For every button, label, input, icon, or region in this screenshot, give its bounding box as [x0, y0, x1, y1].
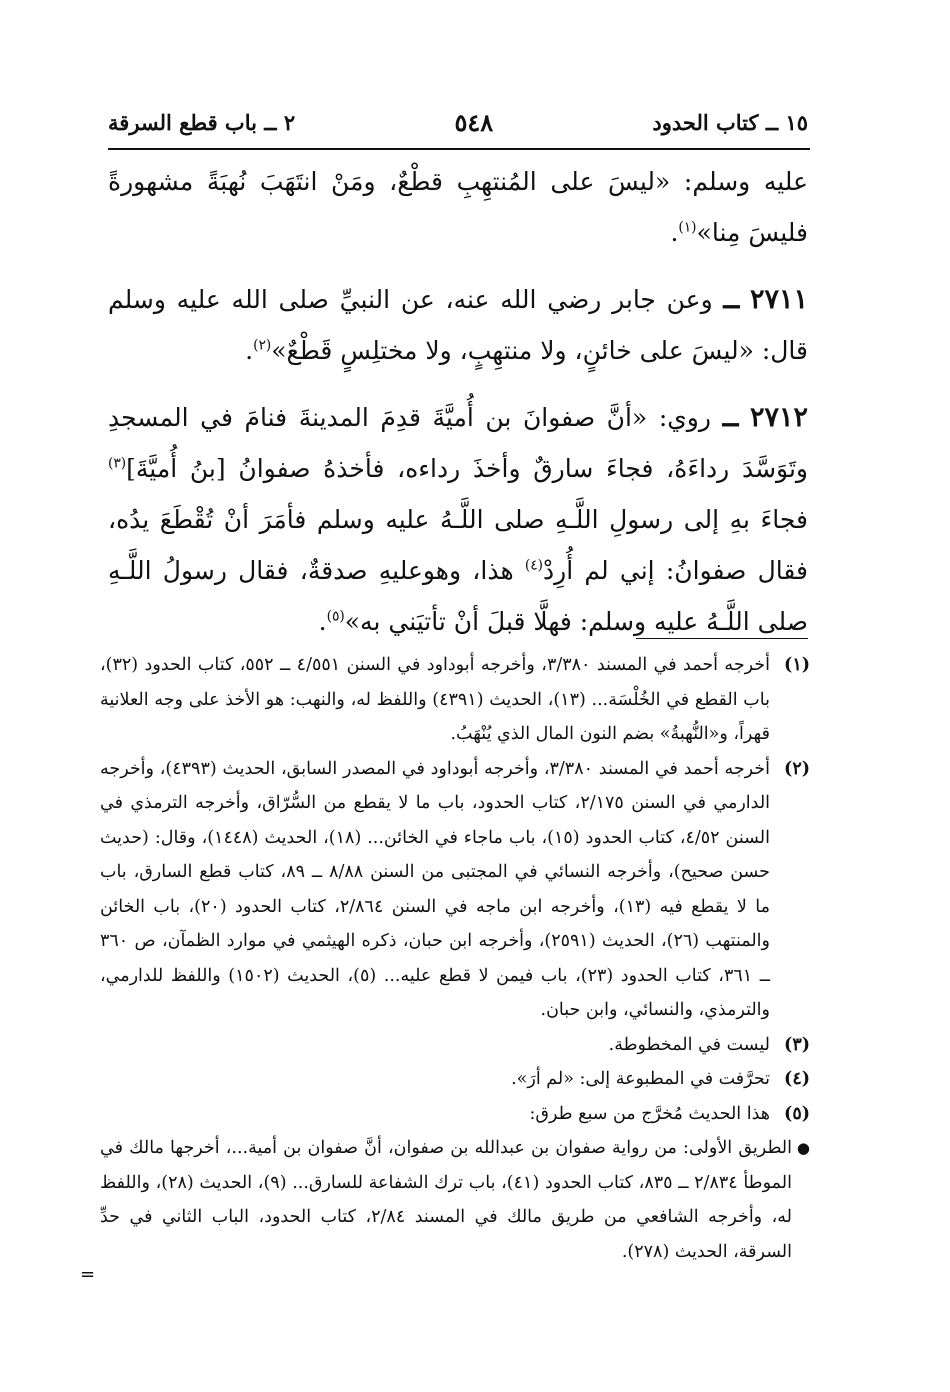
footnote-rule — [636, 638, 808, 639]
footnote-ref: (٥) — [326, 608, 345, 625]
footnote-ref: (٣) — [108, 455, 127, 472]
header-rule — [108, 148, 810, 150]
paragraph-end: . — [318, 607, 327, 636]
main-text — [108, 156, 808, 663]
footnote-text: أخرجه أحمد في المسند ٣/٣٨٠، وأخرجه أبوداود في السنن ٤/٥٥١ ــ ٥٥٢، كتاب الحدود (٣٢)، باب القطع في الخُلْسَة... (١٣)، الحديث (٤٣٩١) واللفظ له، والنهب: هو الأخذ على وجه العلانية قهراً، و«النُّهبةُ» بضم النون المال الذي يُنْهَبُ. — [100, 655, 770, 744]
footnote-ref: (٢) — [253, 337, 272, 354]
paragraph-continuation — [108, 156, 808, 258]
hadith-number: ٢٧١١ — [749, 284, 808, 315]
footnote-text: تحرَّفت في المطبوعة إلى: «لم أرَ». — [511, 1069, 770, 1089]
hadith-text-a: روي: «أنَّ صفوانَ بن أُميَّةَ قدِمَ المدينةَ فنامَ في المسجدِ وتَوَسَّدَ رداءَهُ، فجاءَ سارقٌ وأخذَ رداءه، فأخذهُ صفوانُ [بنُ أُميَّةَ] — [108, 403, 808, 483]
page-number: ٥٤٨ — [454, 107, 494, 137]
paragraph-text: عليه وسلم: «ليسَ على المُنتهِبِ قطْعٌ، ومَنْ انتَهَبَ نُهبَةً مشهورةً فليسَ مِنا» — [108, 167, 808, 247]
footnote-text: ليست في المخطوطة. — [608, 1034, 770, 1055]
footnote-number: (٥) — [784, 1103, 810, 1124]
footnote-ref: (٤) — [524, 557, 543, 574]
section-title: ٢ ــ باب قطع السرقة — [108, 109, 296, 135]
chapter-title: ١٥ ــ كتاب الحدود — [652, 109, 808, 135]
hadith-text-c: هذا، وهوعليهِ صدقةٌ، فقال رسولُ اللَّـهِ صلى اللَّـهُ عليه وسلم: فهلَّا قبلَ أنْ تأتيَني به» — [108, 556, 808, 636]
paragraph-end: . — [245, 336, 254, 365]
footnote-number: (٣) — [784, 1034, 810, 1055]
footnote-4 — [100, 1062, 810, 1097]
running-header — [108, 100, 808, 144]
footnote-number: (١) — [784, 655, 810, 675]
hadith-text-b: فجاءَ بهِ إلى رسولِ اللَّـهِ صلى اللَّـهُ عليه وسلم فأمَرَ أنْ تُقْطَعَ يدُه، فقال صفوانُ: إني لم أُرِدْ — [108, 505, 808, 585]
footnote-text: أخرجه أحمد في المسند ٣/٣٨٠، وأخرجه أبوداود في المصدر السابق، الحديث (٤٣٩٣)، وأخرجه الدارمي في السنن ٢/١٧٥، كتاب الحدود، باب ما لا يقطع من السُّرّاق، وأخرجه الترمذي في السنن ٤/٥٢، كتاب الحدود (١٥)، باب ماجاء في الخائن... (١٨)، الحديث (١٤٤٨)، وقال: (حديث حسن صحيح)، وأخرجه النسائي في المجتبى من السنن ٨/٨٨ ــ ٨٩، كتاب قطع السارق، باب ما لا يقطع فيه (١٣)، وأخرجه ابن ماجه في السنن ٢/٨٦٤، كتاب الحدود (٢٠)، باب الخائن والمنتهب (٢٦)، الحديث (٢٥٩١)، وأخرجه ابن حبان، ذكره الهيثمي في موارد الظمآن، ص ٣٦٠ ــ ٣٦١، كتاب الحدود (٢٣)، باب فيمن لا قطع عليه... (٥)، الحديث (١٥٠٢) واللفظ للدارمي، والترمذي، والنسائي، وابن حبان. — [100, 758, 771, 1020]
footnote-number: (٤) — [784, 1069, 810, 1089]
footnote-3 — [100, 1028, 810, 1063]
bullet-icon: ● — [796, 1139, 810, 1157]
footnote-2 — [100, 752, 810, 1028]
footnote-bullet-item — [100, 1131, 810, 1269]
hadith-number: ٢٧١٢ — [749, 402, 808, 433]
paragraph-end: . — [670, 218, 679, 247]
hadith-2711 — [108, 274, 808, 376]
footnote-number: (٢) — [784, 758, 810, 779]
footnote-ref: (١) — [678, 219, 697, 236]
footnote-5 — [100, 1097, 810, 1132]
continuation-mark: = — [80, 1264, 96, 1285]
hadith-2712 — [108, 392, 808, 647]
hadith-dash: ــ — [722, 402, 739, 433]
footnote-1 — [100, 648, 810, 752]
hadith-text: وعن جابر رضي الله عنه، عن النبيِّ صلى الله عليه وسلم قال: «ليسَ على خائنٍ، ولا منتهِبٍ، ولا مختلِسٍ قَطْعٌ» — [108, 285, 808, 365]
footnotes — [100, 648, 810, 1269]
footnote-text: هذا الحديث مُخرَّج من سبع طرق: — [529, 1103, 770, 1124]
bullet-text: الطريق الأولى: من رواية صفوان بن عبدالله بن صفوان، أنَّ صفوان بن أمية...، أخرجها مالك في الموطأ ٢/٨٣٤ ــ ٨٣٥، كتاب الحدود (٤١)، باب ترك الشفاعة للسارق... (٩)، الحديث (٢٨)، واللفظ له، وأخرجه الشافعي من طريق مالك في المسند ٢/٨٤، كتاب الحدود، الباب الثاني في حدِّ السرقة، الحديث (٢٧٨). — [100, 1138, 792, 1262]
hadith-dash: ــ — [723, 284, 740, 315]
